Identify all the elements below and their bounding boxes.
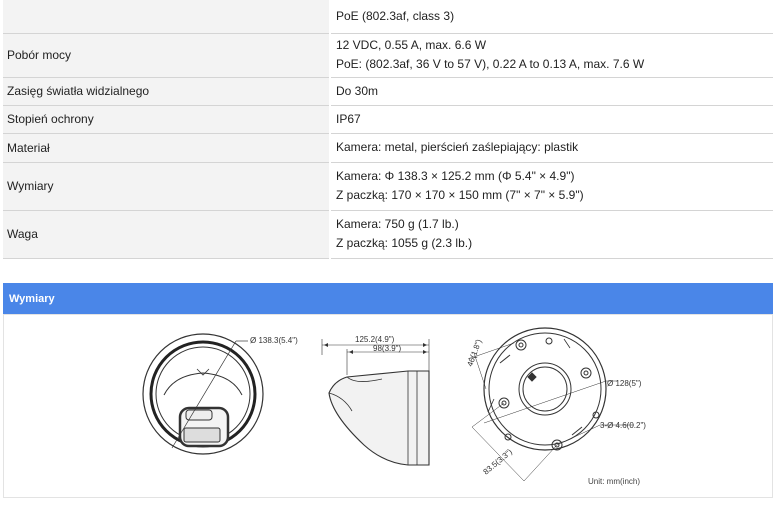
spec-value: [330, 162, 773, 210]
spec-value-line: Kamera: metal, pierścień zaślepiający: plastik: [336, 140, 579, 154]
spec-label: Zasięg światła widzialnego: [3, 77, 330, 105]
mounting-view-drawing: [468, 328, 634, 481]
spec-row-material: [3, 133, 773, 162]
spec-value-line: Z paczką: 1055 g (2.3 lb.): [336, 236, 473, 250]
section-header-dimensions: [3, 283, 773, 314]
spec-value-line: 12 VDC, 0.55 A, max. 6.6 W: [336, 38, 487, 52]
spec-value: [330, 105, 773, 133]
spec-value-line: Z paczką: 170 × 170 × 150 mm (7" × 7" × 5.9"): [336, 188, 584, 202]
spec-label: Wymiary: [3, 162, 330, 210]
spec-value: [330, 133, 773, 162]
unit-note: Unit: mm(inch): [588, 477, 641, 486]
spec-label: Waga: [3, 210, 330, 258]
side-total-label: 125.2(4.9"): [355, 335, 395, 344]
spec-value-line: PoE (802.3af, class 3): [336, 8, 455, 23]
hole-spacing-bottom-label: 83.5(3.3"): [481, 447, 514, 477]
spec-row-weight: [3, 210, 773, 258]
spec-value: [330, 210, 773, 258]
spec-row-power-consumption: [3, 33, 773, 77]
dimensions-drawing: [4, 315, 772, 497]
side-view-drawing: [322, 339, 429, 465]
side-body-label: 98(3.9"): [373, 344, 402, 353]
hole-diameter-label: 3-Ø 4.6(0.2"): [600, 421, 646, 430]
front-diameter-label: Ø 138.3(5.4"): [250, 336, 298, 345]
spec-value: [330, 0, 773, 33]
spec-value-line: Kamera: Φ 138.3 × 125.2 mm (Φ 5.4" × 4.9"): [336, 169, 575, 183]
section-title: Wymiary: [9, 292, 55, 305]
spec-label: Pobór mocy: [3, 33, 330, 77]
spec-value-line: PoE: (802.3af, 36 V to 57 V), 0.22 A to 0.13 A, max. 7.6 W: [336, 57, 645, 71]
spec-value-line: IP67: [336, 111, 361, 126]
spec-row-dimensions: [3, 162, 773, 210]
spec-row-power-poe: [3, 0, 773, 33]
front-view-drawing: [143, 334, 263, 454]
spec-value: [330, 77, 773, 105]
spec-value: [330, 33, 773, 77]
spec-row-protection: [3, 105, 773, 133]
spec-label: Materiał: [3, 133, 330, 162]
spec-label: [3, 0, 330, 33]
spec-row-light-range: [3, 77, 773, 105]
spec-value-line: Do 30m: [336, 83, 379, 98]
dimensions-drawing-panel: [3, 314, 773, 498]
spec-value-line: Kamera: 750 g (1.7 lb.): [336, 217, 459, 231]
spec-label: Stopień ochrony: [3, 105, 330, 133]
base-diameter-label: Ø 128(5"): [607, 379, 642, 388]
spec-table: [3, 0, 773, 259]
hole-spacing-top-label: 46(1.8"): [465, 338, 484, 368]
